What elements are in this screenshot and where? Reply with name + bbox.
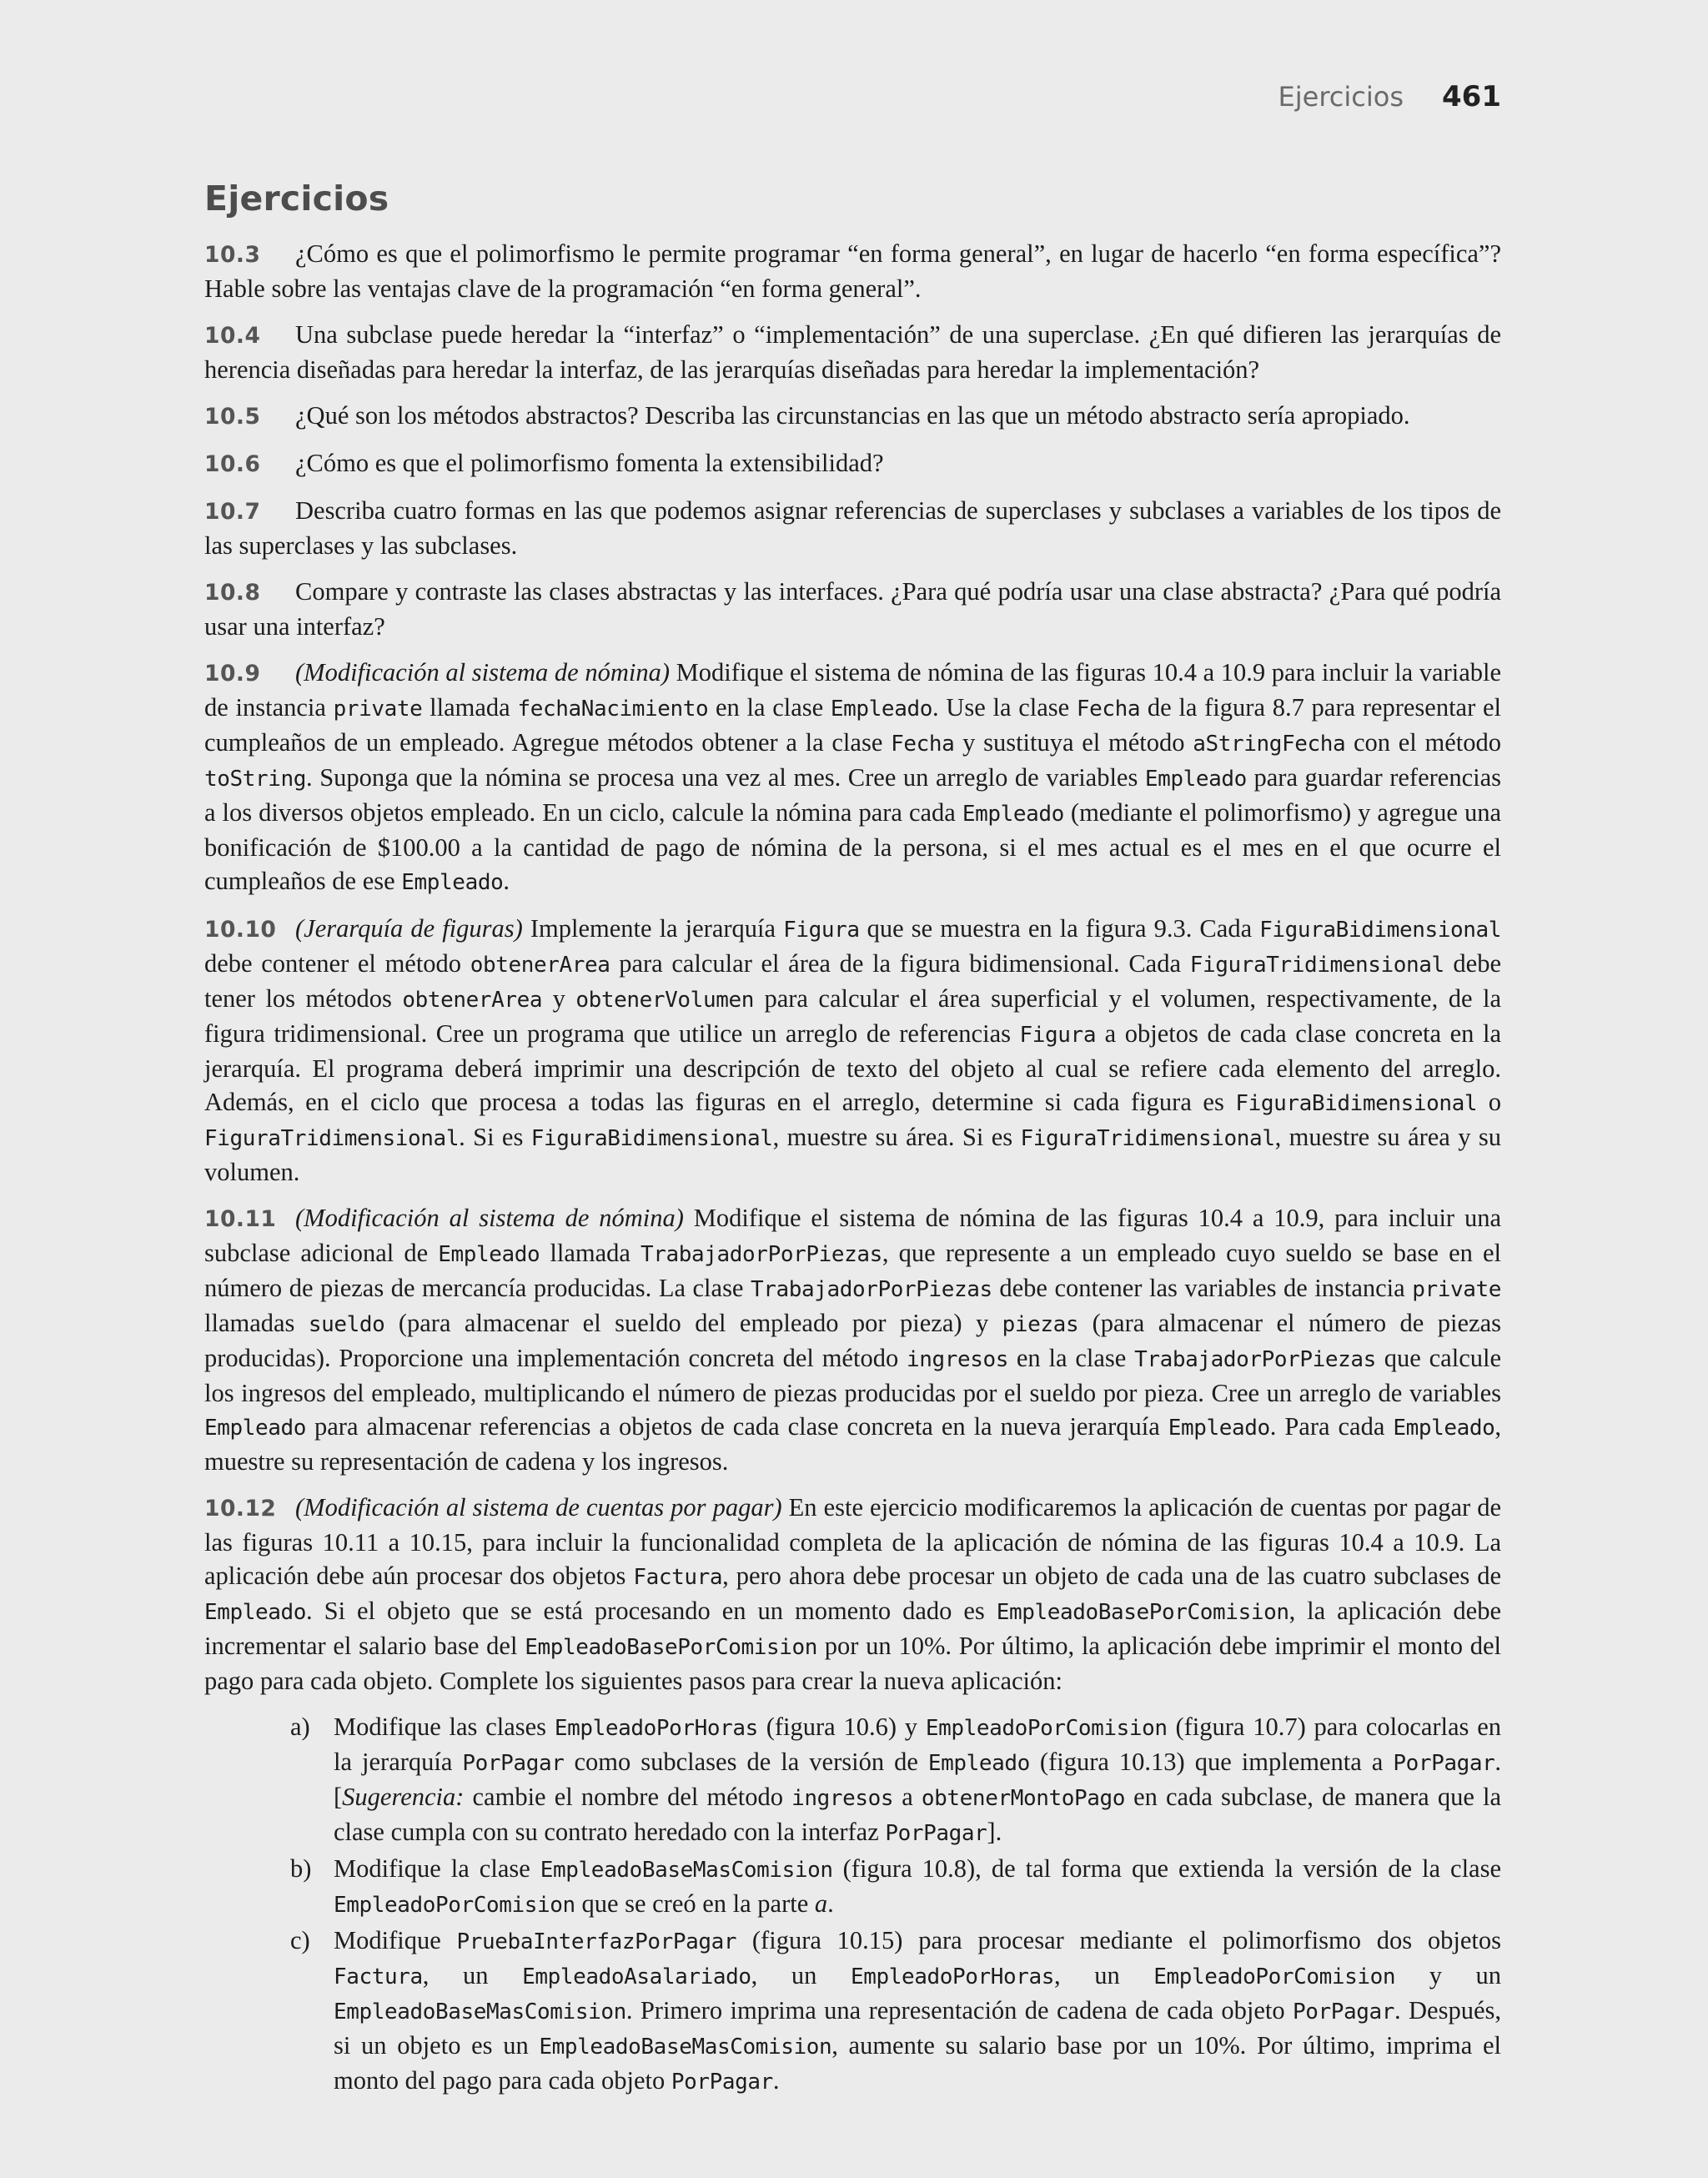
exercise-list [204, 237, 1501, 2100]
text-run: que calcule los ingresos del empleado, multiplicando el número de piezas producidas por el sueldo por pieza. Cree un arreglo de variables [204, 1344, 1501, 1407]
text-run: para calcular el área superficial y el volumen, respectivamente, de la figura tridimensional. Cree un programa que utilice un arreglo de referencias [204, 984, 1501, 1048]
code-identifier: EmpleadoPorComision [925, 1716, 1168, 1741]
text-run: ¿Qué son los métodos abstractos? Describa las circunstancias en las que un método abstracto sería apropiado. [295, 401, 1410, 430]
text-run: (figura 10.8), de tal forma que extienda la versión de la clase [832, 1854, 1501, 1883]
text-run: para guardar referencias a los diversos objetos empleado. En un ciclo, calcule la nómina para cada [204, 763, 1501, 827]
code-identifier: sueldo [308, 1312, 385, 1337]
code-identifier: Empleado [1144, 767, 1247, 792]
text-run: , pero ahora debe procesar un objeto de cada una de las cuatro subclases de [722, 1562, 1502, 1590]
text-run: Implemente la jerarquía [522, 914, 784, 943]
text-run: ]. [987, 1818, 1002, 1846]
code-identifier: Empleado [962, 802, 1064, 827]
text-run: para almacenar referencias a objetos de cada clase concreta en la nueva jerarquía [306, 1412, 1168, 1441]
code-identifier: private [333, 697, 423, 722]
code-identifier: Empleado [1393, 1416, 1495, 1441]
code-identifier: Empleado [204, 1600, 307, 1625]
exercise-item [204, 237, 1501, 305]
text-run: (figura 10.7) para colocarlas en la jerarquía [334, 1713, 1502, 1776]
code-identifier: toString [204, 767, 307, 792]
section-title: Ejercicios [204, 179, 389, 219]
code-identifier: FiguraBidimensional [1235, 1091, 1478, 1116]
exercise-number: 10.6 [204, 451, 261, 477]
code-identifier: Factura [334, 1964, 423, 1989]
text-run: en cada subclase, de manera que la clase cumpla con su contrato heredado con la interfaz [334, 1783, 1501, 1846]
text-run: y [542, 984, 576, 1013]
text-run: en la clase [1008, 1344, 1135, 1372]
text-run: (figura 10.15) para procesar mediante el polimorfismo dos objetos [736, 1926, 1501, 1954]
text-run: , un [751, 1961, 851, 1989]
step-marker: c) [290, 1926, 310, 1954]
exercise-number: 10.8 [204, 580, 261, 606]
exercise-number: 10.9 [204, 661, 261, 687]
code-identifier: obtenerArea [402, 988, 543, 1013]
code-identifier: EmpleadoPorHoras [850, 1964, 1054, 1989]
text-run: , muestre su representación de cadena y los ingresos. [204, 1412, 1502, 1476]
text-run: . [827, 1889, 834, 1918]
exercise-item [204, 1201, 1501, 1478]
text-run: , la aplicación debe incrementar el salario base del [204, 1597, 1501, 1660]
italic-text: (Jerarquía de figuras) [295, 914, 523, 943]
text-run: (mediante el polimorfismo) y agregue una bonificación de $100.00 a la cantidad de pago de nómina de la persona, si el mes actual es el mes en el que ocurre el cumpleaños de ese [204, 798, 1502, 895]
text-run: Compare y contraste las clases abstractas y las interfaces. ¿Para qué podría usar una clase abstracta? ¿Para qué podría usar una interfaz? [204, 577, 1501, 641]
code-identifier: TrabajadorPorPiezas [640, 1242, 882, 1267]
code-identifier: Empleado [204, 1416, 307, 1441]
text-run: . Después, si un objeto es un [334, 1996, 1501, 2060]
code-identifier: EmpleadoBasePorComision [525, 1635, 818, 1660]
text-run: Describa cuatro formas en las que podemos asignar referencias de superclases y subclases a variables de los tipos de las superclases y las subclases. [204, 496, 1501, 560]
text-run: (para almacenar el sueldo del empleado por pieza) y [384, 1309, 1002, 1337]
text-run: , un [422, 1961, 523, 1989]
code-identifier: EmpleadoPorComision [334, 1893, 575, 1918]
text-run: a [893, 1783, 922, 1811]
code-identifier: ingresos [791, 1786, 894, 1811]
text-run: . [772, 2066, 780, 2095]
text-run: que se muestra en la figura 9.3. Cada [859, 914, 1260, 943]
code-identifier: EmpleadoBaseMasComision [334, 1999, 626, 2025]
text-run: con el método [1345, 728, 1501, 757]
code-identifier: PorPagar [885, 1821, 987, 1846]
exercise-item [204, 494, 1501, 562]
code-identifier: PorPagar [462, 1751, 565, 1776]
italic-text: (Modificación al sistema de nómina) [295, 658, 670, 687]
code-identifier: obtenerArea [470, 953, 610, 978]
code-identifier: TrabajadorPorPiezas [751, 1277, 992, 1302]
text-run: . [ [334, 1748, 1501, 1811]
code-identifier: Fecha [1076, 697, 1141, 722]
text-run: Modifique el sistema de nómina de las figuras 10.4 a 10.9, para incluir una subclase adicional de [204, 1204, 1501, 1267]
text-run: llamada [540, 1239, 641, 1267]
code-identifier: ingresos [907, 1347, 1009, 1372]
exercise-step [290, 1852, 1501, 1922]
code-identifier: obtenerMontoPago [921, 1786, 1125, 1811]
exercise-number: 10.11 [204, 1206, 277, 1232]
text-run: en la clase [708, 693, 831, 722]
code-identifier: FiguraBidimensional [530, 1126, 773, 1151]
text-run: Modifique las clases [334, 1713, 555, 1741]
code-identifier: aStringFecha [1193, 732, 1346, 757]
italic-text: a [814, 1889, 828, 1918]
text-run: Modifique [334, 1926, 457, 1954]
code-identifier: private [1412, 1277, 1501, 1302]
text-run: debe contener el método [204, 949, 470, 978]
running-header [1168, 80, 1501, 113]
exercise-number: 10.7 [204, 499, 261, 525]
text-run: debe tener los métodos [204, 949, 1502, 1013]
code-identifier: EmpleadoBaseMasComision [539, 2035, 832, 2060]
text-run: (figura 10.6) y [757, 1713, 926, 1741]
text-run: a objetos de cada clase concreta en la jerarquía. El programa deberá imprimir una descripción de texto del objeto al cual se refiere cada elemento del arreglo. Además, en el ciclo que procesa a todas las figuras en el arreglo, determine si cada figura es [204, 1019, 1501, 1116]
exercise-number: 10.5 [204, 404, 261, 430]
text-run: Modifique la clase [334, 1854, 540, 1883]
exercise-step [290, 1924, 1502, 2099]
code-identifier: PorPagar [1393, 1751, 1495, 1776]
text-run: llamadas [204, 1309, 309, 1337]
exercise-item [204, 1491, 1501, 1698]
code-identifier: obtenerVolumen [575, 988, 754, 1013]
code-identifier: EmpleadoPorHoras [554, 1716, 758, 1741]
text-run: , un [1054, 1961, 1154, 1989]
text-run: de la figura 8.7 para representar el cumpleaños de un empleado. Agregue métodos obtener a la clase [204, 693, 1501, 757]
italic-text: (Modificación al sistema de nómina) [295, 1204, 684, 1232]
exercise-item [204, 656, 1501, 899]
running-header-section: Ejercicios [1278, 81, 1404, 113]
text-run: , que represente a un empleado cuyo sueldo se base en el número de piezas de mercancía producidas. La clase [204, 1239, 1501, 1302]
text-run: y sustituya el método [954, 728, 1193, 757]
page-number: 461 [1442, 80, 1501, 113]
code-identifier: EmpleadoAsalariado [522, 1964, 751, 1989]
exercise-item [204, 399, 1501, 434]
code-identifier: Factura [633, 1565, 723, 1590]
text-run: . Si es [459, 1123, 531, 1151]
code-identifier: Empleado [438, 1242, 540, 1267]
code-identifier: FiguraTridimensional [1020, 1126, 1275, 1151]
exercise-step [290, 1710, 1502, 1850]
text-run: ¿Cómo es que el polimorfismo fomenta la extensibilidad? [295, 449, 884, 477]
exercise-number: 10.4 [204, 323, 261, 349]
code-identifier: EmpleadoPorComision [1153, 1964, 1396, 1989]
text-run: , muestre su área y su volumen. [204, 1123, 1502, 1186]
text-run: , muestre su área. Si es [772, 1123, 1021, 1151]
code-identifier: FiguraBidimensional [1259, 918, 1501, 943]
code-identifier: EmpleadoBasePorComision [996, 1600, 1289, 1625]
text-run: debe contener las variables de instancia [992, 1274, 1413, 1302]
text-run: y un [1395, 1961, 1502, 1989]
text-run: . [503, 867, 510, 895]
code-identifier: PruebaInterfazPorPagar [456, 1929, 737, 1954]
text-run: por un 10%. Por último, la aplicación debe imprimir el monto del pago para cada objeto. Complete los siguientes pasos para crear la nueva aplicación: [204, 1632, 1501, 1695]
text-run: que se creó en la parte [575, 1889, 815, 1918]
code-identifier: TrabajadorPorPiezas [1134, 1347, 1376, 1372]
code-identifier: fechaNacimiento [517, 697, 709, 722]
code-identifier: FiguraTridimensional [1189, 953, 1444, 978]
exercise-steps [204, 1710, 1501, 2099]
text-run: En este ejercicio modificaremos la aplicación de cuentas por pagar de las figuras 10.11 a 10.15, para incluir la funcionalidad completa de la aplicación de nómina de las figuras 10.4 a 10.9. La aplicación debe aún procesar dos objetos [204, 1493, 1502, 1590]
code-identifier: Empleado [830, 697, 932, 722]
exercise-item [204, 912, 1501, 1189]
step-marker: b) [290, 1854, 312, 1883]
step-marker: a) [290, 1713, 310, 1741]
exercise-number: 10.10 [204, 917, 277, 943]
text-run: (para almacenar el número de piezas producidas). Proporcione una implementación concreta del método [204, 1309, 1501, 1372]
text-run: para calcular el área de la figura bidimensional. Cada [610, 949, 1190, 978]
text-run: . Use la clase [932, 693, 1077, 722]
text-run: Una subclase puede heredar la “interfaz” o “implementación” de una superclase. ¿En qué difieren las jerarquías de herencia diseñadas para heredar la interfaz, de las jerarquías diseñadas para heredar la implementación? [204, 320, 1501, 384]
exercise-item [204, 318, 1501, 386]
text-run: o [1477, 1088, 1501, 1116]
code-identifier: EmpleadoBaseMasComision [540, 1858, 833, 1883]
text-run: Modifique el sistema de nómina de las figuras 10.4 a 10.9 para incluir la variable de instancia [204, 658, 1502, 722]
text-run: , aumente su salario base por un 10%. Por último, imprima el monto del pago para cada objeto [334, 2031, 1501, 2095]
code-identifier: PorPagar [671, 2070, 773, 2095]
code-identifier: piezas [1002, 1312, 1079, 1337]
code-identifier: Figura [1019, 1023, 1097, 1048]
code-identifier: Empleado [927, 1751, 1030, 1776]
code-identifier: Empleado [1168, 1416, 1270, 1441]
text-run: . Suponga que la nómina se procesa una vez al mes. Cree un arreglo de variables [306, 763, 1145, 792]
code-identifier: Empleado [401, 870, 504, 895]
code-identifier: Figura [783, 918, 860, 943]
exercise-number: 10.12 [204, 1496, 277, 1522]
code-identifier: PorPagar [1293, 1999, 1395, 2025]
exercise-item [204, 446, 1501, 481]
exercise-number: 10.3 [204, 242, 261, 268]
italic-text: (Modificación al sistema de cuentas por pagar) [295, 1493, 782, 1522]
text-run: . Si el objeto que se está procesando en un momento dado es [306, 1597, 997, 1625]
text-run: . Primero imprima una representación de cadena de cada objeto [625, 1996, 1293, 2025]
text-run: (figura 10.13) que implementa a [1029, 1748, 1394, 1776]
text-run: ¿Cómo es que el polimorfismo le permite programar “en forma general”, en lugar de hacerlo “en forma específica”? Hable sobre las ventajas clave de la programación “en forma general”. [204, 239, 1501, 303]
text-run: llamada [422, 693, 518, 722]
italic-text: Sugerencia: [342, 1783, 465, 1811]
text-run: . Para cada [1269, 1412, 1394, 1441]
code-identifier: FiguraTridimensional [204, 1126, 460, 1151]
exercise-item [204, 575, 1501, 643]
code-identifier: Fecha [891, 732, 955, 757]
text-run: cambie el nombre del método [464, 1783, 792, 1811]
text-run: como subclases de la versión de [564, 1748, 928, 1776]
